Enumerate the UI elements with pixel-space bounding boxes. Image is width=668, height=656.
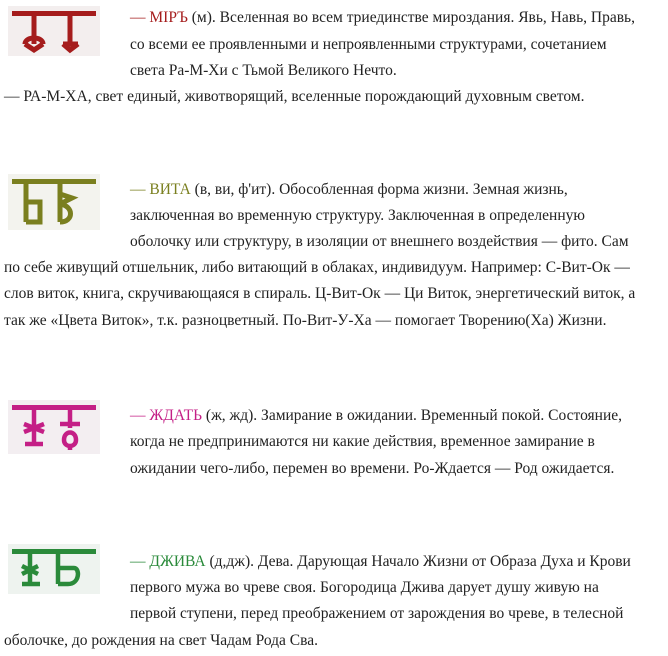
entry-vita-word: — ВИТА <box>130 181 191 198</box>
dzhiva-rune-icon <box>8 544 100 594</box>
entry-mir-line-4: — РА-М-ХА, свет единый, животворящий, вселенные порождающий духовным светом. <box>4 88 585 105</box>
entry-zhdat-word: — ЖДАТЬ <box>130 407 203 424</box>
entry-mir-line-1: — МІРЪ (м). Вселенная во всем триединстве мироздания. Явь, Навь, Правь, <box>130 9 635 26</box>
entry-mir-word: — МІРЪ <box>130 9 188 26</box>
entry-vita-line-4: по себе живущий отшельник, либо витающий в облаках, индивидуум. Например: С-Вит-Ок — <box>4 259 630 276</box>
mir-rune-icon <box>8 6 100 56</box>
entry-dzhiva-line-3: первой ступени, перед преображением от зарождения во чреве, в телесной <box>130 605 624 622</box>
entry-dzhiva-line-1: — ДЖИВА (д,дж). Дева. Дарующая Начало Жизни от Образа Духа и Крови <box>130 553 631 570</box>
vita-rune-icon <box>8 174 100 230</box>
entry-vita-line-6: так же «Цвета Виток», т.к. разноцветный. По-Вит-У-Ха — помогает Творению(Ха) Жизни. <box>4 312 607 329</box>
entry-zhdat-line-1: — ЖДАТЬ (ж, жд). Замирание в ожидании. Временный покой. Состояние, <box>130 407 622 424</box>
entry-vita-line-1: — ВИТА (в, ви, ф'ит). Обособленная форма жизни. Земная жизнь, <box>130 181 568 198</box>
entry-mir-line-2: со всеми ее проявленными и непроявленными структурами, сочетанием <box>130 36 607 53</box>
entry-dzhiva-word: — ДЖИВА <box>130 553 206 570</box>
entry-vita-line-5: слов виток, книга, скручивающаяся в спираль. Ц-Вит-Ок — Ци Виток, энергетический виток, а <box>4 285 636 302</box>
zhdat-rune-icon <box>8 400 100 454</box>
entry-mir-line-3: света Ра-М-Хи с Тьмой Великого Нечто. <box>130 62 397 79</box>
entry-zhdat-line-3: ожидании чего-либо, перемен во времени. Ро-Ждается — Род ожидается. <box>130 460 615 477</box>
entry-vita-line-2: заключенная во временную структуру. Заключенная в определенную <box>130 207 585 224</box>
entry-zhdat-line-2: когда не предпринимаются ни какие действия, временное замирание в <box>130 433 595 450</box>
entry-dzhiva-line-4: оболочке, до рождения на свет Чадам Рода Сва. <box>4 632 319 649</box>
entry-dzhiva-line-2: первого мужа во чреве своя. Богородица Джива дарует душу живую на <box>130 579 599 596</box>
entry-vita-line-3: оболочку или структуру, в изоляции от внешнего воздействия — фито. Сам <box>130 233 629 250</box>
